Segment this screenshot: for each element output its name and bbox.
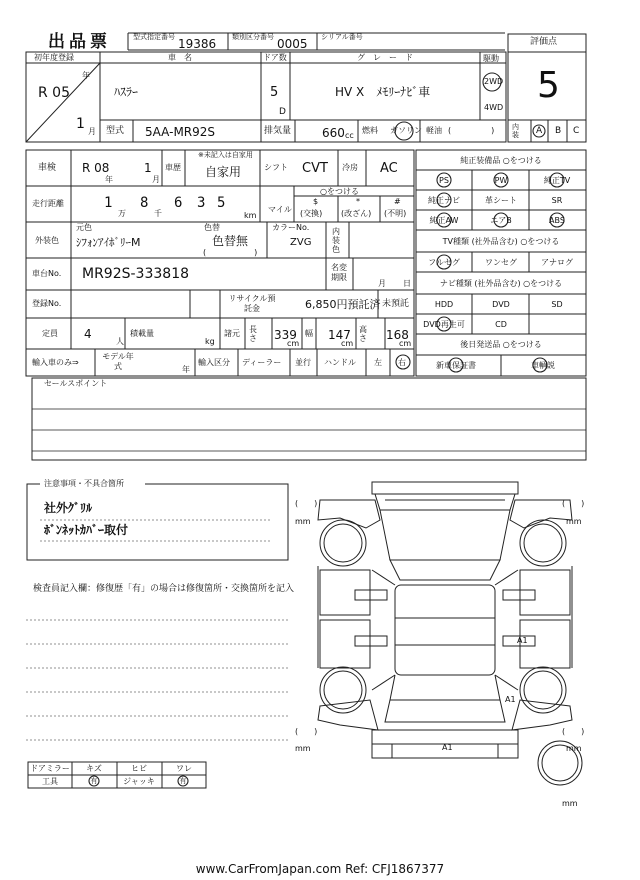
fuel-paren: ( ) xyxy=(448,126,495,135)
score-label: 評価点 xyxy=(530,37,558,47)
height-label: 高さ xyxy=(359,325,367,343)
height-unit: cm xyxy=(399,339,412,348)
inspection-month: 1 xyxy=(144,161,152,175)
legend-cell: ワレ xyxy=(176,764,192,773)
legend-cell: ジャッキ xyxy=(123,777,155,786)
tyre-bracket: ( ) xyxy=(295,499,318,508)
name-label: 車 名 xyxy=(168,53,192,62)
model-value: 5AA-MR92S xyxy=(145,125,216,139)
mileage-digit: 1 xyxy=(104,195,113,211)
ac-value: AC xyxy=(380,161,398,176)
equip-item: SR xyxy=(551,196,563,205)
inspection-month-unit: 月 xyxy=(152,175,160,184)
interior-label: 内装 xyxy=(512,123,519,139)
unknown-label: (不明) xyxy=(384,209,407,218)
interior-color-label: 内装色 xyxy=(332,227,340,254)
registration-label: 登録No. xyxy=(32,299,62,308)
man-unit: 万 xyxy=(118,209,126,218)
color-no: ZVG xyxy=(290,237,312,248)
tyre-unit: mm xyxy=(566,744,582,753)
drive-label: 駆動 xyxy=(483,54,499,63)
note-line: ﾎﾞﾝﾈｯﾄｶﾊﾞｰ取付 xyxy=(44,523,129,537)
serial-label: シリアル番号 xyxy=(321,33,363,41)
fuel-selected: ガソリン xyxy=(390,126,422,135)
navi-item: SD xyxy=(551,300,563,309)
tamper-sym: * xyxy=(356,197,360,206)
model-label: 型式 xyxy=(106,126,125,136)
tv-item: アナログ xyxy=(541,258,573,267)
type-approval-no: 19386 xyxy=(178,37,217,51)
tv-header: TV種類 (社外品含む) ○をつける xyxy=(442,237,560,246)
shift-value: CVT xyxy=(302,161,328,176)
color-change-label: 色替 xyxy=(204,223,220,232)
navi-header: ナビ種類 (社外品含む) ○をつける xyxy=(439,279,563,288)
mileage-digit: 5 xyxy=(217,195,226,211)
doors-label: ドア数 xyxy=(263,53,287,62)
tamper-label: (改ざん) xyxy=(341,209,372,218)
height-value: 168 xyxy=(386,328,409,342)
tyre-unit: mm xyxy=(566,517,582,526)
first-reg-month: 1 xyxy=(76,116,85,132)
note-line: 社外ｸﾞﾘﾙ xyxy=(44,501,93,515)
sheet-title: 出品票 xyxy=(48,32,111,52)
right-label: 右 xyxy=(398,358,406,367)
footer-ref: www.CarFromJapan.com Ref: CFJ1867377 xyxy=(195,862,445,876)
legend-cell: 工具 xyxy=(42,777,58,786)
type-approval-label: 型式指定番号 xyxy=(133,33,175,41)
equip-item: ABS xyxy=(549,216,565,225)
width-value: 147 xyxy=(328,328,351,342)
displacement-unit: cc xyxy=(345,131,354,140)
legend-cell: 有 xyxy=(179,777,187,785)
recycle-unpaid: 未預託 xyxy=(382,299,410,309)
navi-item: DVD再生可 xyxy=(423,320,465,329)
chassis-value: MR92S-333818 xyxy=(82,266,190,282)
handle-label: ハンドル xyxy=(324,358,356,367)
docs-item: 新車保証書 xyxy=(436,361,476,370)
history-note: ※未記入は自家用 xyxy=(198,151,253,159)
length-label: 長さ xyxy=(249,325,257,343)
mileage-digit: 6 xyxy=(174,195,183,211)
first-reg-label: 初年度登録 xyxy=(34,53,74,62)
tyre-unit: mm xyxy=(295,517,311,526)
tyre-unit: mm xyxy=(295,744,311,753)
tv-item: ワンセグ xyxy=(485,258,517,267)
mile-label: マイル xyxy=(268,205,292,214)
displacement-value: 660 xyxy=(322,126,345,140)
navi-item: CD xyxy=(495,320,507,329)
capacity-label: 定員 xyxy=(42,329,58,338)
doors-value: 5 xyxy=(270,85,279,100)
title-change-label: 名変期限 xyxy=(331,263,347,282)
capacity-unit: 人 xyxy=(116,337,124,346)
notes-header: 注意事項・不具合箇所 xyxy=(44,479,124,488)
history-label: 車歴 xyxy=(165,163,181,172)
mileage-digit: 3 xyxy=(197,195,206,211)
legend-cell: ドアミラー xyxy=(30,764,70,773)
doors-suffix: D xyxy=(279,107,286,117)
inspection-label: 車検 xyxy=(38,163,57,173)
parallel-label: 並行 xyxy=(295,358,311,367)
mileage-digit: 8 xyxy=(140,195,149,211)
fuel-light: 軽油 xyxy=(426,126,442,135)
tyre-bracket: ( ) xyxy=(562,727,585,736)
inspection-year-unit: 年 xyxy=(105,175,113,184)
interior-grade-b: B xyxy=(555,126,562,136)
recycle-label: リサイクル預託金 xyxy=(228,294,276,313)
displacement-label: 排気量 xyxy=(264,126,292,136)
history-value: 自家用 xyxy=(205,165,242,179)
model-year-unit: 年 xyxy=(182,365,190,374)
navi-item: DVD xyxy=(492,300,510,309)
import-label: 輸入車のみ⇒ xyxy=(32,358,79,367)
equip-item: PS xyxy=(439,176,449,185)
model-year-label: モデル年式 xyxy=(102,352,134,371)
year-unit: 年 xyxy=(82,71,90,80)
load-unit: kg xyxy=(205,337,215,346)
width-unit: cm xyxy=(341,339,354,348)
grade-value: HV X ﾒﾓﾘｰﾅﾋﾞ車 xyxy=(335,85,431,99)
km-unit: km xyxy=(244,211,257,220)
ac-label: 冷房 xyxy=(342,163,358,172)
exterior-color: ｼﾌｫﾝｱｲﾎﾞﾘｰM xyxy=(76,236,141,249)
capacity-value: 4 xyxy=(84,327,92,341)
damage-mark: A1 xyxy=(505,695,516,704)
equip-item: エアB xyxy=(490,216,512,225)
tyre-unit: mm xyxy=(562,799,578,808)
load-label: 積載量 xyxy=(130,329,154,338)
inspection-value: R 08 xyxy=(82,161,110,175)
category-label: 類別区分番号 xyxy=(232,33,274,41)
equip-item: 純正TV xyxy=(543,176,571,185)
docs-header: 後日発送品 ○をつける xyxy=(460,340,542,349)
month-label: 月 xyxy=(378,279,386,288)
mileage-label: 走行距離 xyxy=(32,199,64,208)
recycle-amount: 6,850円預託済 xyxy=(305,298,381,311)
original-color-label: 元色 xyxy=(76,223,92,232)
unknown-sym: # xyxy=(394,197,401,206)
dealer-label: ディーラー xyxy=(242,358,282,367)
drive-4wd: 4WD xyxy=(484,103,504,112)
day-label: 日 xyxy=(403,279,411,288)
damage-mark: A1 xyxy=(517,636,528,645)
legend-cell: ヒビ xyxy=(131,764,147,773)
drive-2wd: 2WD xyxy=(484,77,504,86)
color-paren: ( ) xyxy=(203,248,258,257)
equipment-header: 純正装備品 ○をつける xyxy=(460,156,542,165)
first-reg-year: R 05 xyxy=(38,85,70,101)
grade-label: グ レ ー ド xyxy=(357,53,413,62)
tyre-bracket: ( ) xyxy=(295,727,318,736)
exterior-label: 外装色 xyxy=(35,236,59,245)
length-value: 339 xyxy=(274,328,297,342)
equip-item: 革シート xyxy=(485,196,517,205)
thousand-unit: 千 xyxy=(154,209,162,218)
exchange-label: (交換) xyxy=(300,209,323,218)
legend-cell: キズ xyxy=(86,764,102,773)
vehicle-name: ﾊｽﾗｰ xyxy=(114,85,139,99)
mileage-note-header: ○をつける xyxy=(320,187,359,196)
chassis-label: 車台No. xyxy=(32,269,62,278)
interior-grade-c: C xyxy=(573,126,580,136)
exchange-sym: $ xyxy=(313,197,319,206)
docs-item: 車輌説 xyxy=(531,361,555,370)
equip-item: 純正ナビ xyxy=(428,196,460,205)
color-change: 色替無 xyxy=(212,234,249,248)
inspector-label: 検査員記入欄：修復歴「有」の場合は修復箇所・交換箇所を記入 xyxy=(33,584,295,594)
tv-item: フルセグ xyxy=(428,258,460,267)
shift-label: シフト xyxy=(264,163,288,172)
score-value: 5 xyxy=(537,65,560,106)
length-unit: cm xyxy=(287,339,300,348)
legend-cell: 有 xyxy=(90,777,98,785)
damage-mark: A1 xyxy=(442,743,453,752)
category-no: 0005 xyxy=(277,37,308,51)
width-label: 幅 xyxy=(305,329,313,338)
color-no-label: カラーNo. xyxy=(272,223,310,232)
left-label: 左 xyxy=(374,358,382,367)
spec-label: 諸元 xyxy=(224,329,240,338)
interior-grade-a: A xyxy=(536,126,543,136)
fuel-label: 燃料 xyxy=(362,126,378,135)
equip-item: PW xyxy=(494,176,508,185)
sales-point-label: セールスポイント xyxy=(44,379,108,388)
import-class-label: 輸入区分 xyxy=(198,358,230,367)
equip-item: 純正AW xyxy=(429,216,459,225)
month-unit: 月 xyxy=(88,127,96,136)
tyre-bracket: ( ) xyxy=(562,499,585,508)
navi-item: HDD xyxy=(434,300,454,309)
car-diagram xyxy=(318,482,585,785)
